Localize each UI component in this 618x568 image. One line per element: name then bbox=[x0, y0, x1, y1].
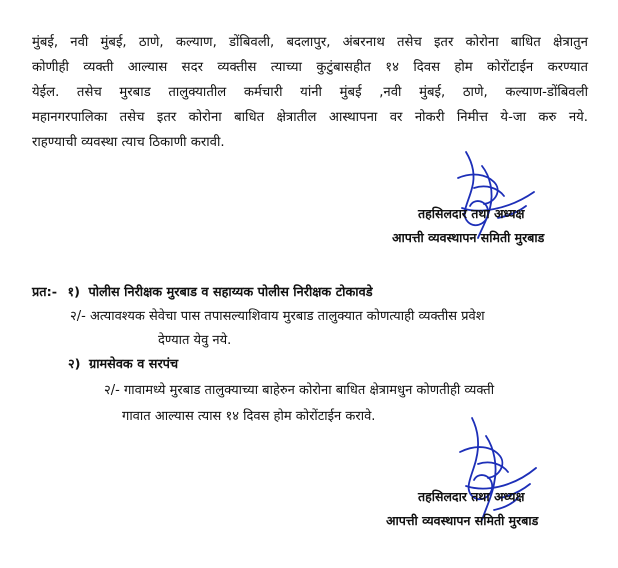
notice-line: येईल. तसेच मुरबाड तालुक्यातील कर्मचारी यांनी मुंबई ,नवी मुंबई, ठाणे, कल्याण-डोंबिवली bbox=[32, 85, 588, 100]
copy-to-item2-number: २) bbox=[68, 357, 81, 372]
copy-to-item2-instruction-line2: गावात आल्यास त्यास १४ दिवस होम कोरोंटाईन करावे. bbox=[122, 409, 376, 424]
copy-to-item1-number: १) bbox=[67, 285, 80, 300]
signature-top-title: तहसिलदार तथा अध्यक्ष bbox=[418, 206, 525, 221]
copy-to-item2-heading bbox=[68, 354, 178, 372]
signature-top-committee: आपत्ती व्यवस्थापन समिती मुरबाड bbox=[392, 230, 545, 245]
copy-to-item2-title: ग्रामसेवक व सरपंच bbox=[88, 357, 179, 372]
copy-to-item2-instruction-line1: २/- गावामध्ये मुरबाड तालुक्याच्या बाहेरुन कोरोना बाधित क्षेत्रामधुन कोणतीही व्यक्ती bbox=[104, 383, 495, 398]
notice-line: राहण्याची व्यवस्था त्याच ठिकाणी करावी. bbox=[32, 135, 225, 150]
notice-line: महानगरपालिका तसेच इतर कोरोना बाधित क्षेत्रातील आस्थापना वर नोकरी निमीत्त ये-जा करु नये. bbox=[32, 110, 588, 125]
copy-to-item1-heading bbox=[32, 282, 373, 300]
copy-to-prefix: प्रत:- bbox=[32, 285, 58, 300]
notice-line: मुंबई, नवी मुंबई, ठाणे, कल्याण, डोंबिवली, बदलापुर, अंबरनाथ तसेच इतर कोरोना बाधित क्षेत्रातुन bbox=[32, 35, 588, 50]
copy-to-item1-instruction-line2: देण्यात येवु नये. bbox=[158, 333, 232, 348]
notice-line: कोणीही व्यक्ती आल्यास सदर व्यक्तीस त्याच्या कुटुंबासहीत १४ दिवस होम कोरोंटाईन करण्यात bbox=[32, 60, 588, 75]
notice-paragraph bbox=[32, 30, 588, 155]
copy-to-item1-instruction-line1: २/- अत्यावश्यक सेवेचा पास तपासल्याशिवाय मुरबाड तालुक्यात कोणत्याही व्यक्तीस प्रवेश bbox=[70, 309, 485, 324]
signature-bottom-title: तहसिलदार तथा अध्यक्ष bbox=[418, 489, 525, 504]
signature-bottom-image bbox=[438, 412, 548, 527]
signature-bottom-committee: आपत्ती व्यवस्थापन समिती मुरबाड bbox=[386, 513, 539, 528]
copy-to-item1-title: पोलीस निरीक्षक मुरबाड व सहाय्यक पोलीस निरीक्षक टोकावडे bbox=[88, 285, 373, 300]
